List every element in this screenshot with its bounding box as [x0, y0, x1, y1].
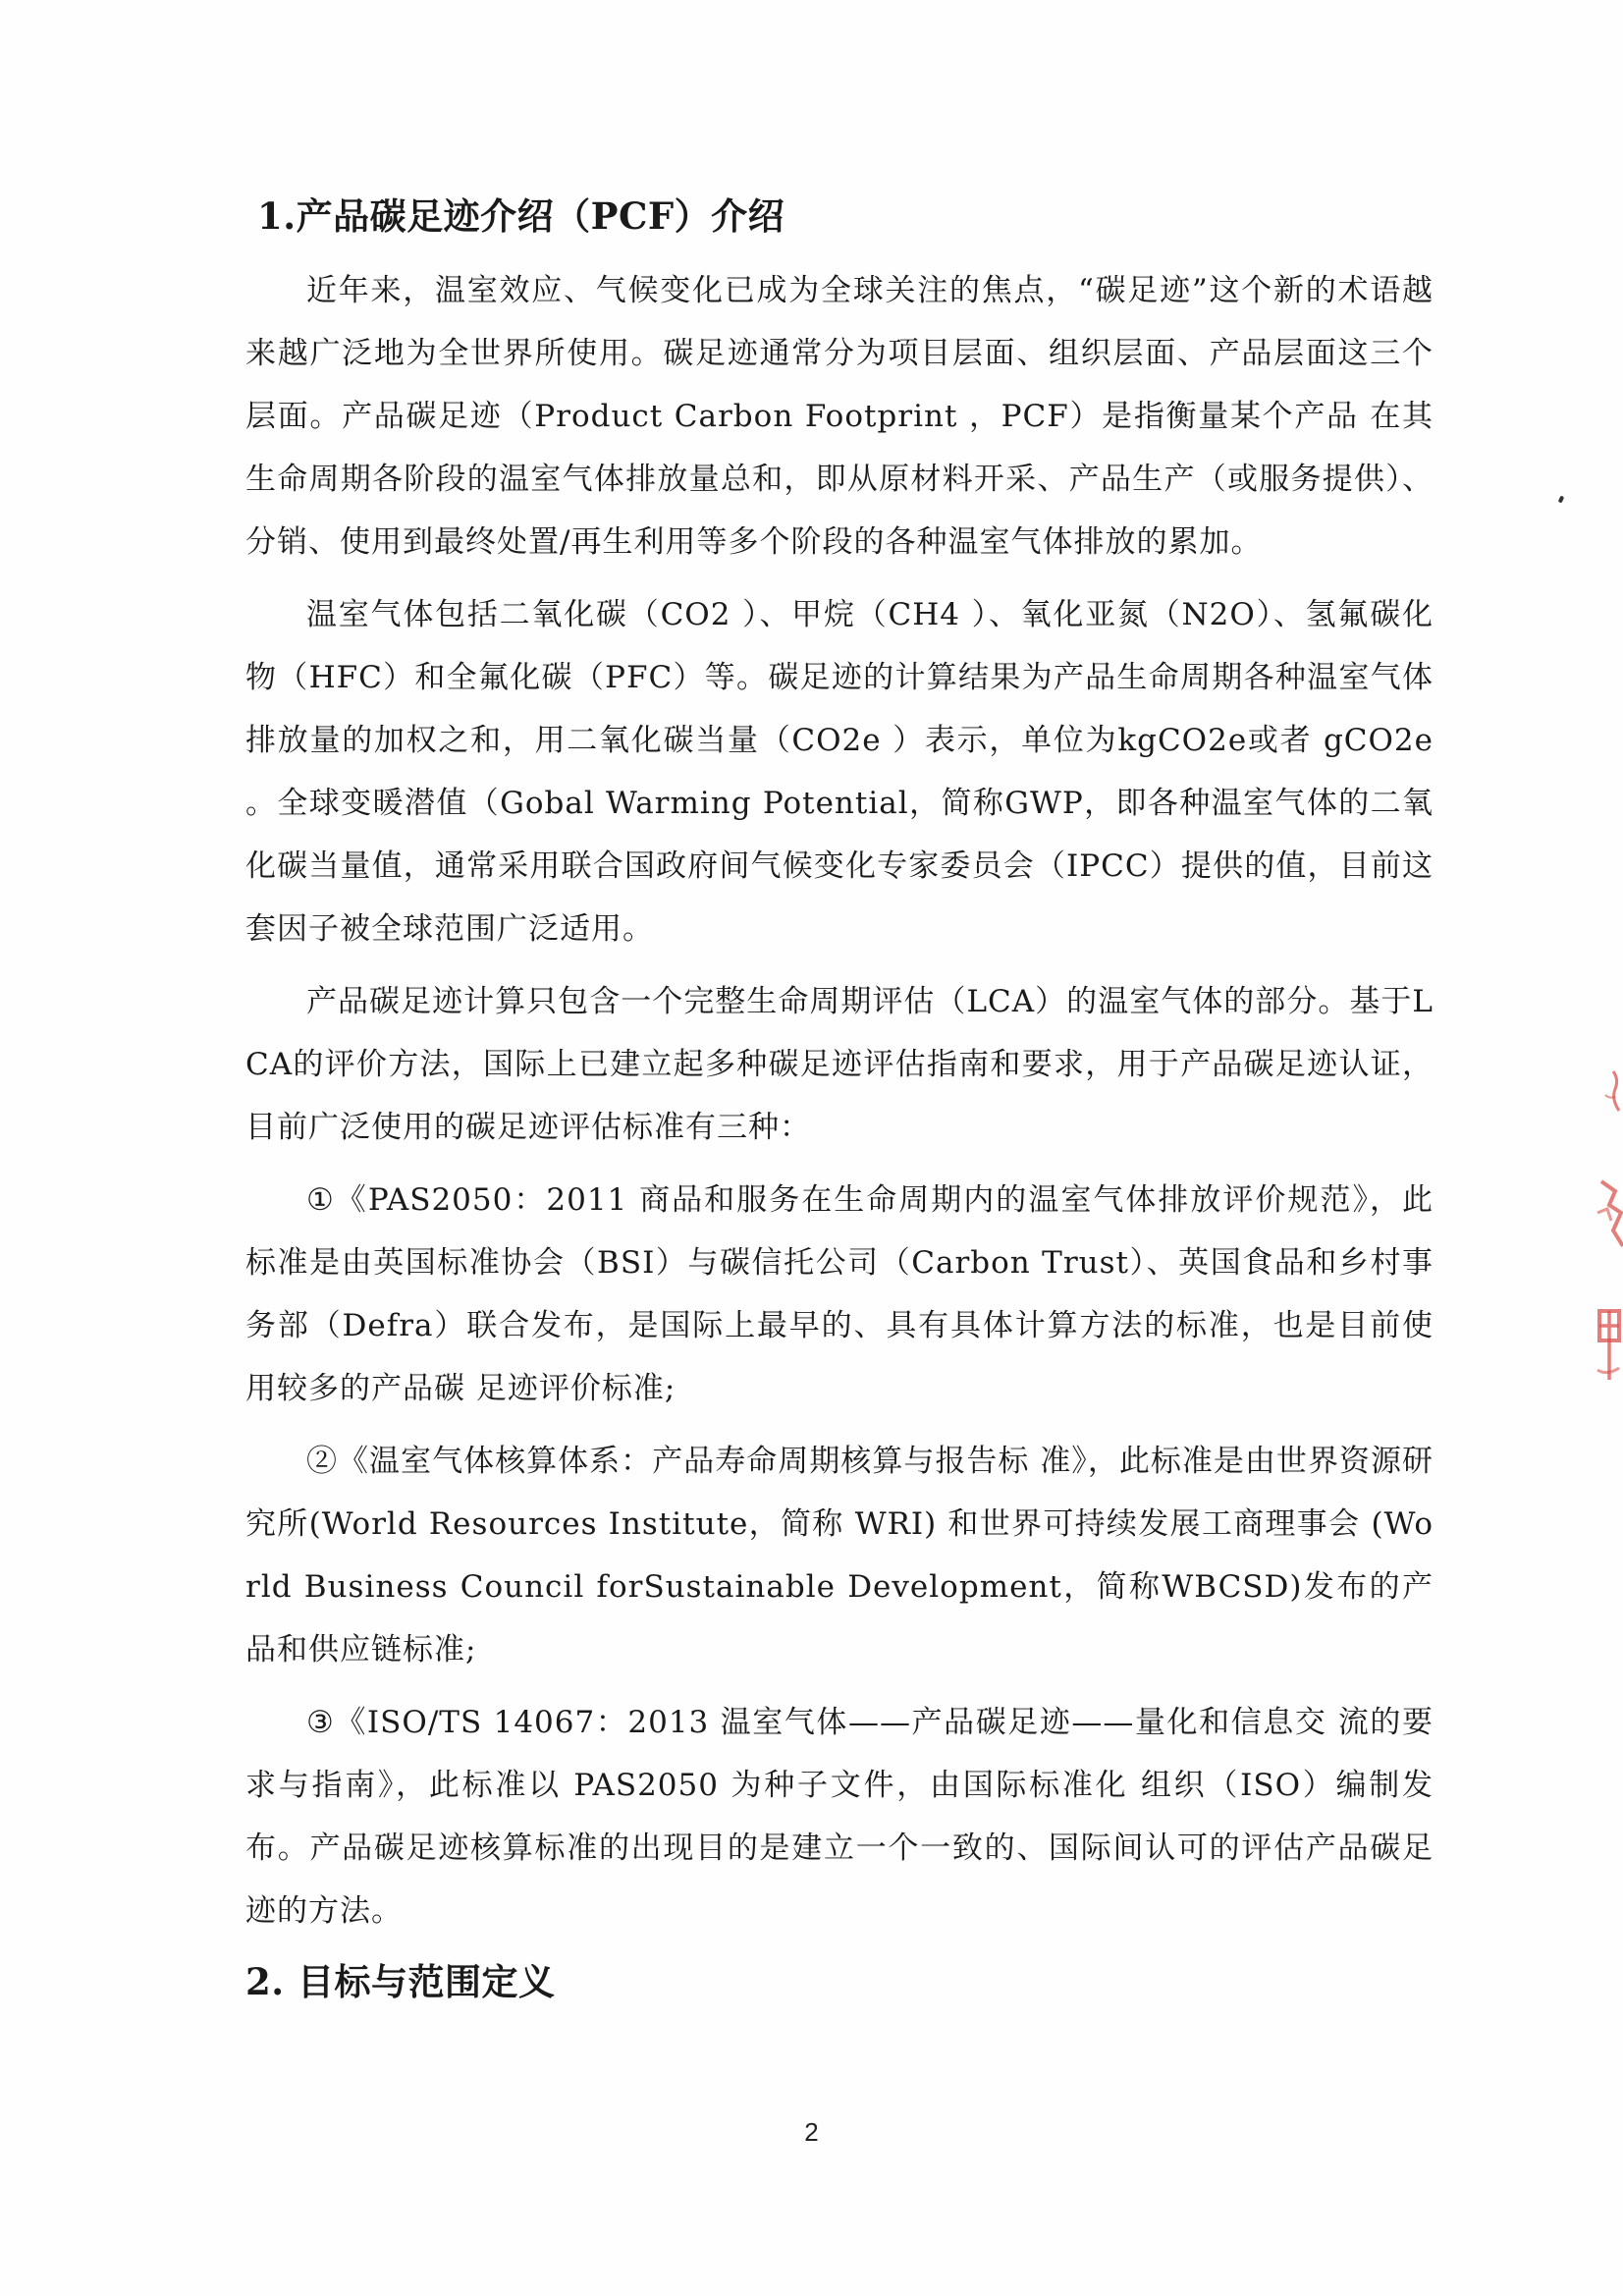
section-heading-pcf: 1.产品碳足迹介绍（PCF）介绍	[257, 194, 785, 238]
paragraph-standard-pas2050: ①《PAS2050：2011 商品和服务在生命周期内的温室气体排放评价规范》，此标准是由英国标准协会（BSI）与碳信托公司（Carbon Trust）、英国食品和乡村事务部（Defra）联合发布，是国际上最早的、具有具体计算方法的标准，也是目前使用较多的产品碳 足迹评价标准;	[245, 1182, 1434, 1406]
scan-speck	[1558, 495, 1565, 503]
paragraph-standard-iso14067: ③《ISO/TS 14067：2013 温室气体——产品碳足迹——量化和信息交 流的要求与指南》，此标准以 PAS2050 为种子文件，由国际标准化 组织（ISO）编制发布。产品碳足迹核算标准的出现目的是建立一个一致的、国际间认可的评估产品碳足迹的方法。	[245, 1705, 1434, 1929]
seal-stamp-fragment-icon	[1592, 1066, 1623, 1124]
page-number: 2	[804, 2117, 819, 2147]
seal-stamp-bottom-icon	[1592, 1301, 1623, 1390]
section-heading-goal-scope: 2. 目标与范围定义	[245, 1960, 556, 2003]
page-content	[245, 187, 1434, 2025]
paragraph-lca: 产品碳足迹计算只包含一个完整生命周期评估（LCA）的温室气体的部分。基于LCA的评价方法，国际上已建立起多种碳足迹评估指南和要求，用于产品碳足迹认证，目前广泛使用的碳足迹评估标准有三种：	[245, 984, 1434, 1145]
paragraph-intro: 近年来，温室效应、气候变化已成为全球关注的焦点，“碳足迹”这个新的术语越来越广泛地为全世界所使用。碳足迹通常分为项目层面、组织层面、产品层面这三个层面。产品碳足迹（Product Carbon Footprint ，PCF）是指衡量某个产品 在其生命周期各阶段的温室气体排放量总和，即从原材料开采、产品生产（或服务提供）、分销、使用到最终处置/再生利用等多个阶段的各种温室气体排放的累加。	[245, 273, 1434, 560]
paragraph-standard-ghg-protocol: ②《温室气体核算体系：产品寿命周期核算与报告标 准》，此标准是由世界资源研究所(World Resources Institute，简称 WRI) 和世界可持续发展工商理事会 (World Business Council forSustainable Development，简称WBCSD)发布的产品和供应链标准;	[245, 1444, 1434, 1667]
seal-stamp-middle-icon	[1592, 1174, 1623, 1257]
seal-stamp-top-icon	[1592, 1066, 1623, 1124]
paragraph-greenhouse-gases: 温室气体包括二氧化碳（CO2 ）、甲烷（CH4 ）、氧化亚氮（N2O）、氢氟碳化物（HFC）和全氟化碳（PFC）等。碳足迹的计算结果为产品生命周期各种温室气体排放量的加权之和，用二氧化碳当量（CO2e ）表示，单位为kgCO2e或者 gCO2e 。全球变暖潜值（Gobal Warming Potential，简称GWP，即各种温室气体的二氧化碳当量值，通常采用联合国政府间气候变化专家委员会（IPCC）提供的值，目前这套因子被全球范围广泛适用。	[245, 597, 1434, 947]
